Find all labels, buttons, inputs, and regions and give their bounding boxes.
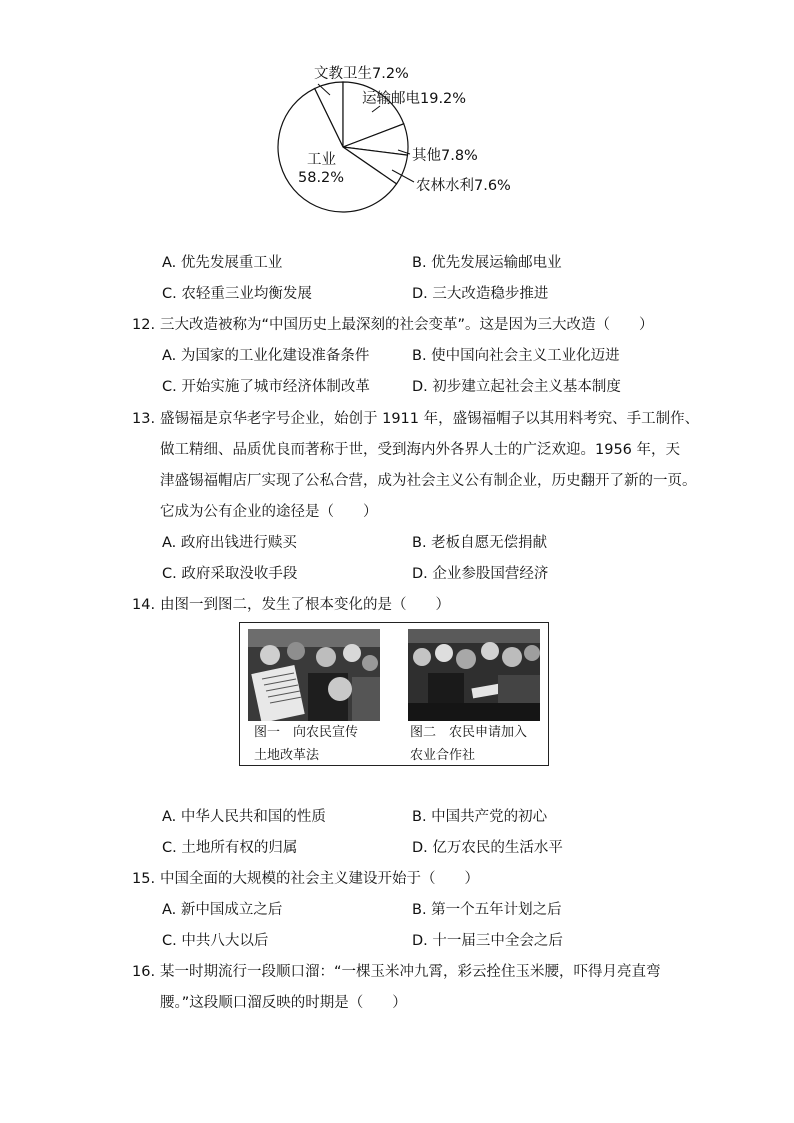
q14-stem: 由图一到图二，发生了根本变化的是（ ） — [160, 597, 450, 613]
photo-figure-1 — [248, 629, 380, 721]
pie-label-qita: 其他7.8% — [412, 148, 478, 164]
q12-option-b: B. 使中国向社会主义工业化迈进 — [412, 348, 620, 364]
q12-option-a: A. 为国家的工业化建设准备条件 — [162, 348, 370, 364]
q14-number: 14. — [132, 597, 156, 613]
q14-option-d: D. 亿万农民的生活水平 — [412, 840, 563, 856]
q12-option-d: D. 初步建立起社会主义基本制度 — [412, 379, 621, 395]
q13-option-c: C. 政府采取没收手段 — [162, 566, 298, 582]
pie-chart — [0, 0, 794, 240]
q11-option-c: C. 农轻重三业均衡发展 — [162, 286, 312, 302]
q12-option-c: C. 开始实施了城市经济体制改革 — [162, 379, 370, 395]
q11-option-b: B. 优先发展运输邮电业 — [412, 255, 562, 271]
q14-option-a: A. 中华人民共和国的性质 — [162, 809, 326, 825]
photo-figure-2 — [408, 629, 540, 721]
q14-figure-box — [239, 622, 549, 766]
q12-number: 12. — [132, 317, 156, 333]
q13-stem-line-3: 津盛锡福帽店厂实现了公私合营，成为社会主义公有制企业，历史翻开了新的一页。 — [160, 473, 697, 489]
pie-label-gongye-value: 58.2% — [298, 170, 345, 186]
figure-2-caption-line-1: 图二 农民申请加入 — [410, 725, 528, 740]
q14-option-c: C. 土地所有权的归属 — [162, 840, 298, 856]
q16-stem-line-2: 腰。”这段顺口溜反映的时期是（ ） — [160, 995, 407, 1011]
q11-option-d: D. 三大改造稳步推进 — [412, 286, 549, 302]
q15-option-d: D. 十一届三中全会之后 — [412, 933, 563, 949]
q13-number: 13. — [132, 411, 156, 427]
q15-option-b: B. 第一个五年计划之后 — [412, 902, 562, 918]
figure-2-caption-line-2: 农业合作社 — [410, 748, 476, 763]
pie-label-wenjiao: 文教卫生7.2% — [314, 66, 409, 82]
q15-option-c: C. 中共八大以后 — [162, 933, 269, 949]
pie-label-nonglin: 农林水利7.6% — [416, 178, 511, 194]
pie-label-gongye: 工业 — [307, 152, 336, 168]
figure-1-caption-line-1: 图一 向农民宣传 — [254, 725, 359, 740]
q13-stem-line-4: 它成为公有企业的途径是（ ） — [160, 504, 378, 520]
q16-number: 16. — [132, 964, 156, 980]
q15-stem: 中国全面的大规模的社会主义建设开始于（ ） — [160, 871, 479, 887]
q13-option-d: D. 企业参股国营经济 — [412, 566, 549, 582]
q13-option-b: B. 老板自愿无偿捐献 — [412, 535, 548, 551]
pie-label-yunshu: 运输邮电19.2% — [362, 91, 467, 107]
q13-stem-line-1: 盛锡福是京华老字号企业，始创于 1911 年，盛锡福帽子以其用料考究、手工制作、 — [160, 411, 700, 427]
q15-number: 15. — [132, 871, 156, 887]
q16-stem-line-1: 某一时期流行一段顺口溜：“一棵玉米冲九霄，彩云拴住玉米腰，吓得月亮直弯 — [160, 964, 661, 980]
q12-stem: 三大改造被称为“中国历史上最深刻的社会变革”。这是因为三大改造（ ） — [160, 317, 654, 333]
q11-option-a: A. 优先发展重工业 — [162, 255, 283, 271]
q15-option-a: A. 新中国成立之后 — [162, 902, 283, 918]
figure-1-caption-line-2: 土地改革法 — [254, 748, 320, 763]
q13-stem-line-2: 做工精细、品质优良而著称于世，受到海内外各界人士的广泛欢迎。1956 年，天 — [160, 442, 681, 458]
q14-option-b: B. 中国共产党的初心 — [412, 809, 548, 825]
q13-option-a: A. 政府出钱进行赎买 — [162, 535, 297, 551]
